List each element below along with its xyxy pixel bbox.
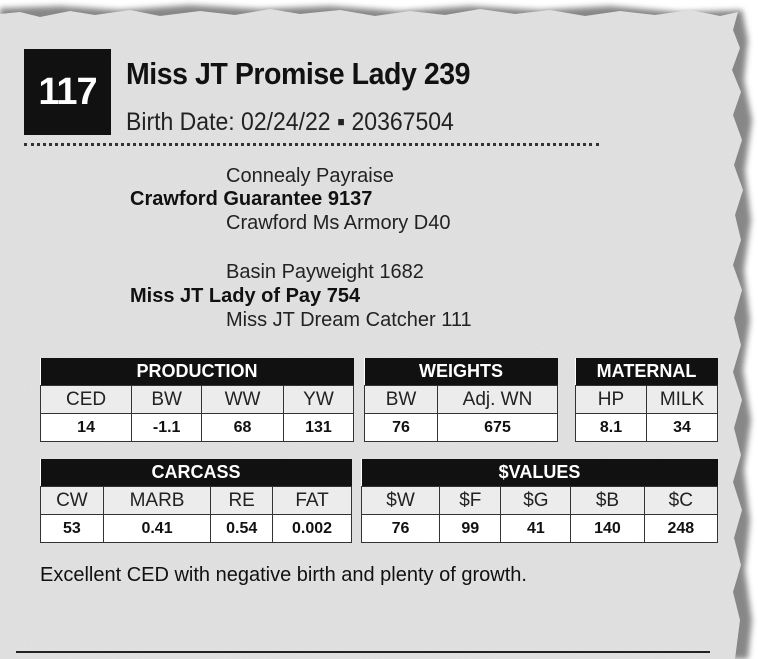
maternal-table: [575, 358, 718, 442]
dotted-divider: [24, 143, 599, 146]
svalues-value-w: 76: [362, 515, 440, 543]
pedigree-sire-sire: Connealy Payraise: [226, 165, 394, 187]
production-value-yw: 131: [283, 414, 353, 442]
animal-name: Miss JT Promise Lady 239: [126, 56, 471, 91]
carcass-value-fat: 0.002: [273, 515, 352, 543]
svalues-header-b: $B: [571, 487, 644, 515]
svalues-value-b: 140: [571, 515, 644, 543]
weights-title: WEIGHTS: [365, 358, 558, 386]
weights-value-adj-wn: 675: [438, 414, 558, 442]
pedigree-sire-dam: Crawford Ms Armory D40: [226, 212, 451, 234]
carcass-table: [40, 459, 352, 543]
production-header-yw: YW: [283, 386, 353, 414]
production-table: [40, 358, 354, 442]
weights-header-bw: BW: [365, 386, 438, 414]
svalues-title: $VALUES: [362, 459, 718, 487]
maternal-value-hp: 8.1: [576, 414, 647, 442]
production-value-ced: 14: [41, 414, 132, 442]
carcass-title: CARCASS: [41, 459, 352, 487]
production-header-ced: CED: [41, 386, 132, 414]
pedigree-dam: Miss JT Lady of Pay 754: [130, 285, 361, 307]
maternal-header-hp: HP: [576, 386, 647, 414]
svalues-header-g: $G: [501, 487, 571, 515]
production-header-bw: BW: [132, 386, 202, 414]
svalues-header-w: $W: [362, 487, 440, 515]
production-title: PRODUCTION: [41, 358, 354, 386]
production-value-bw: -1.1: [132, 414, 202, 442]
birth-date-line: Birth Date: 02/24/22 ▪ 20367504: [126, 108, 454, 136]
svalues-value-f: 99: [440, 515, 501, 543]
maternal-value-milk: 34: [647, 414, 718, 442]
maternal-header-milk: MILK: [647, 386, 718, 414]
comment-text: Excellent CED with negative birth and plenty of growth.: [40, 564, 527, 586]
carcass-header-cw: CW: [41, 487, 104, 515]
carcass-value-re: 0.54: [211, 515, 273, 543]
maternal-title: MATERNAL: [576, 358, 718, 386]
pedigree-dam-dam: Miss JT Dream Catcher 111: [226, 309, 472, 331]
lot-number-badge: [24, 49, 111, 135]
carcass-header-re: RE: [211, 487, 273, 515]
svalues-value-c: 248: [644, 515, 717, 543]
bottom-rule: [16, 651, 710, 653]
carcass-header-marb: MARB: [103, 487, 210, 515]
svalues-table: [361, 459, 718, 543]
svalues-header-c: $C: [644, 487, 717, 515]
carcass-value-cw: 53: [41, 515, 104, 543]
svalues-header-f: $F: [440, 487, 501, 515]
production-header-ww: WW: [202, 386, 284, 414]
carcass-header-fat: FAT: [273, 487, 352, 515]
weights-header-adj-wn: Adj. WN: [438, 386, 558, 414]
pedigree-sire: Crawford Guarantee 9137: [130, 188, 373, 210]
production-value-ww: 68: [202, 414, 284, 442]
carcass-value-marb: 0.41: [103, 515, 210, 543]
svalues-value-g: 41: [501, 515, 571, 543]
pedigree-dam-sire: Basin Payweight 1682: [226, 261, 424, 283]
lot-number: 117: [38, 70, 97, 113]
weights-table: [364, 358, 558, 442]
weights-value-bw: 76: [365, 414, 438, 442]
